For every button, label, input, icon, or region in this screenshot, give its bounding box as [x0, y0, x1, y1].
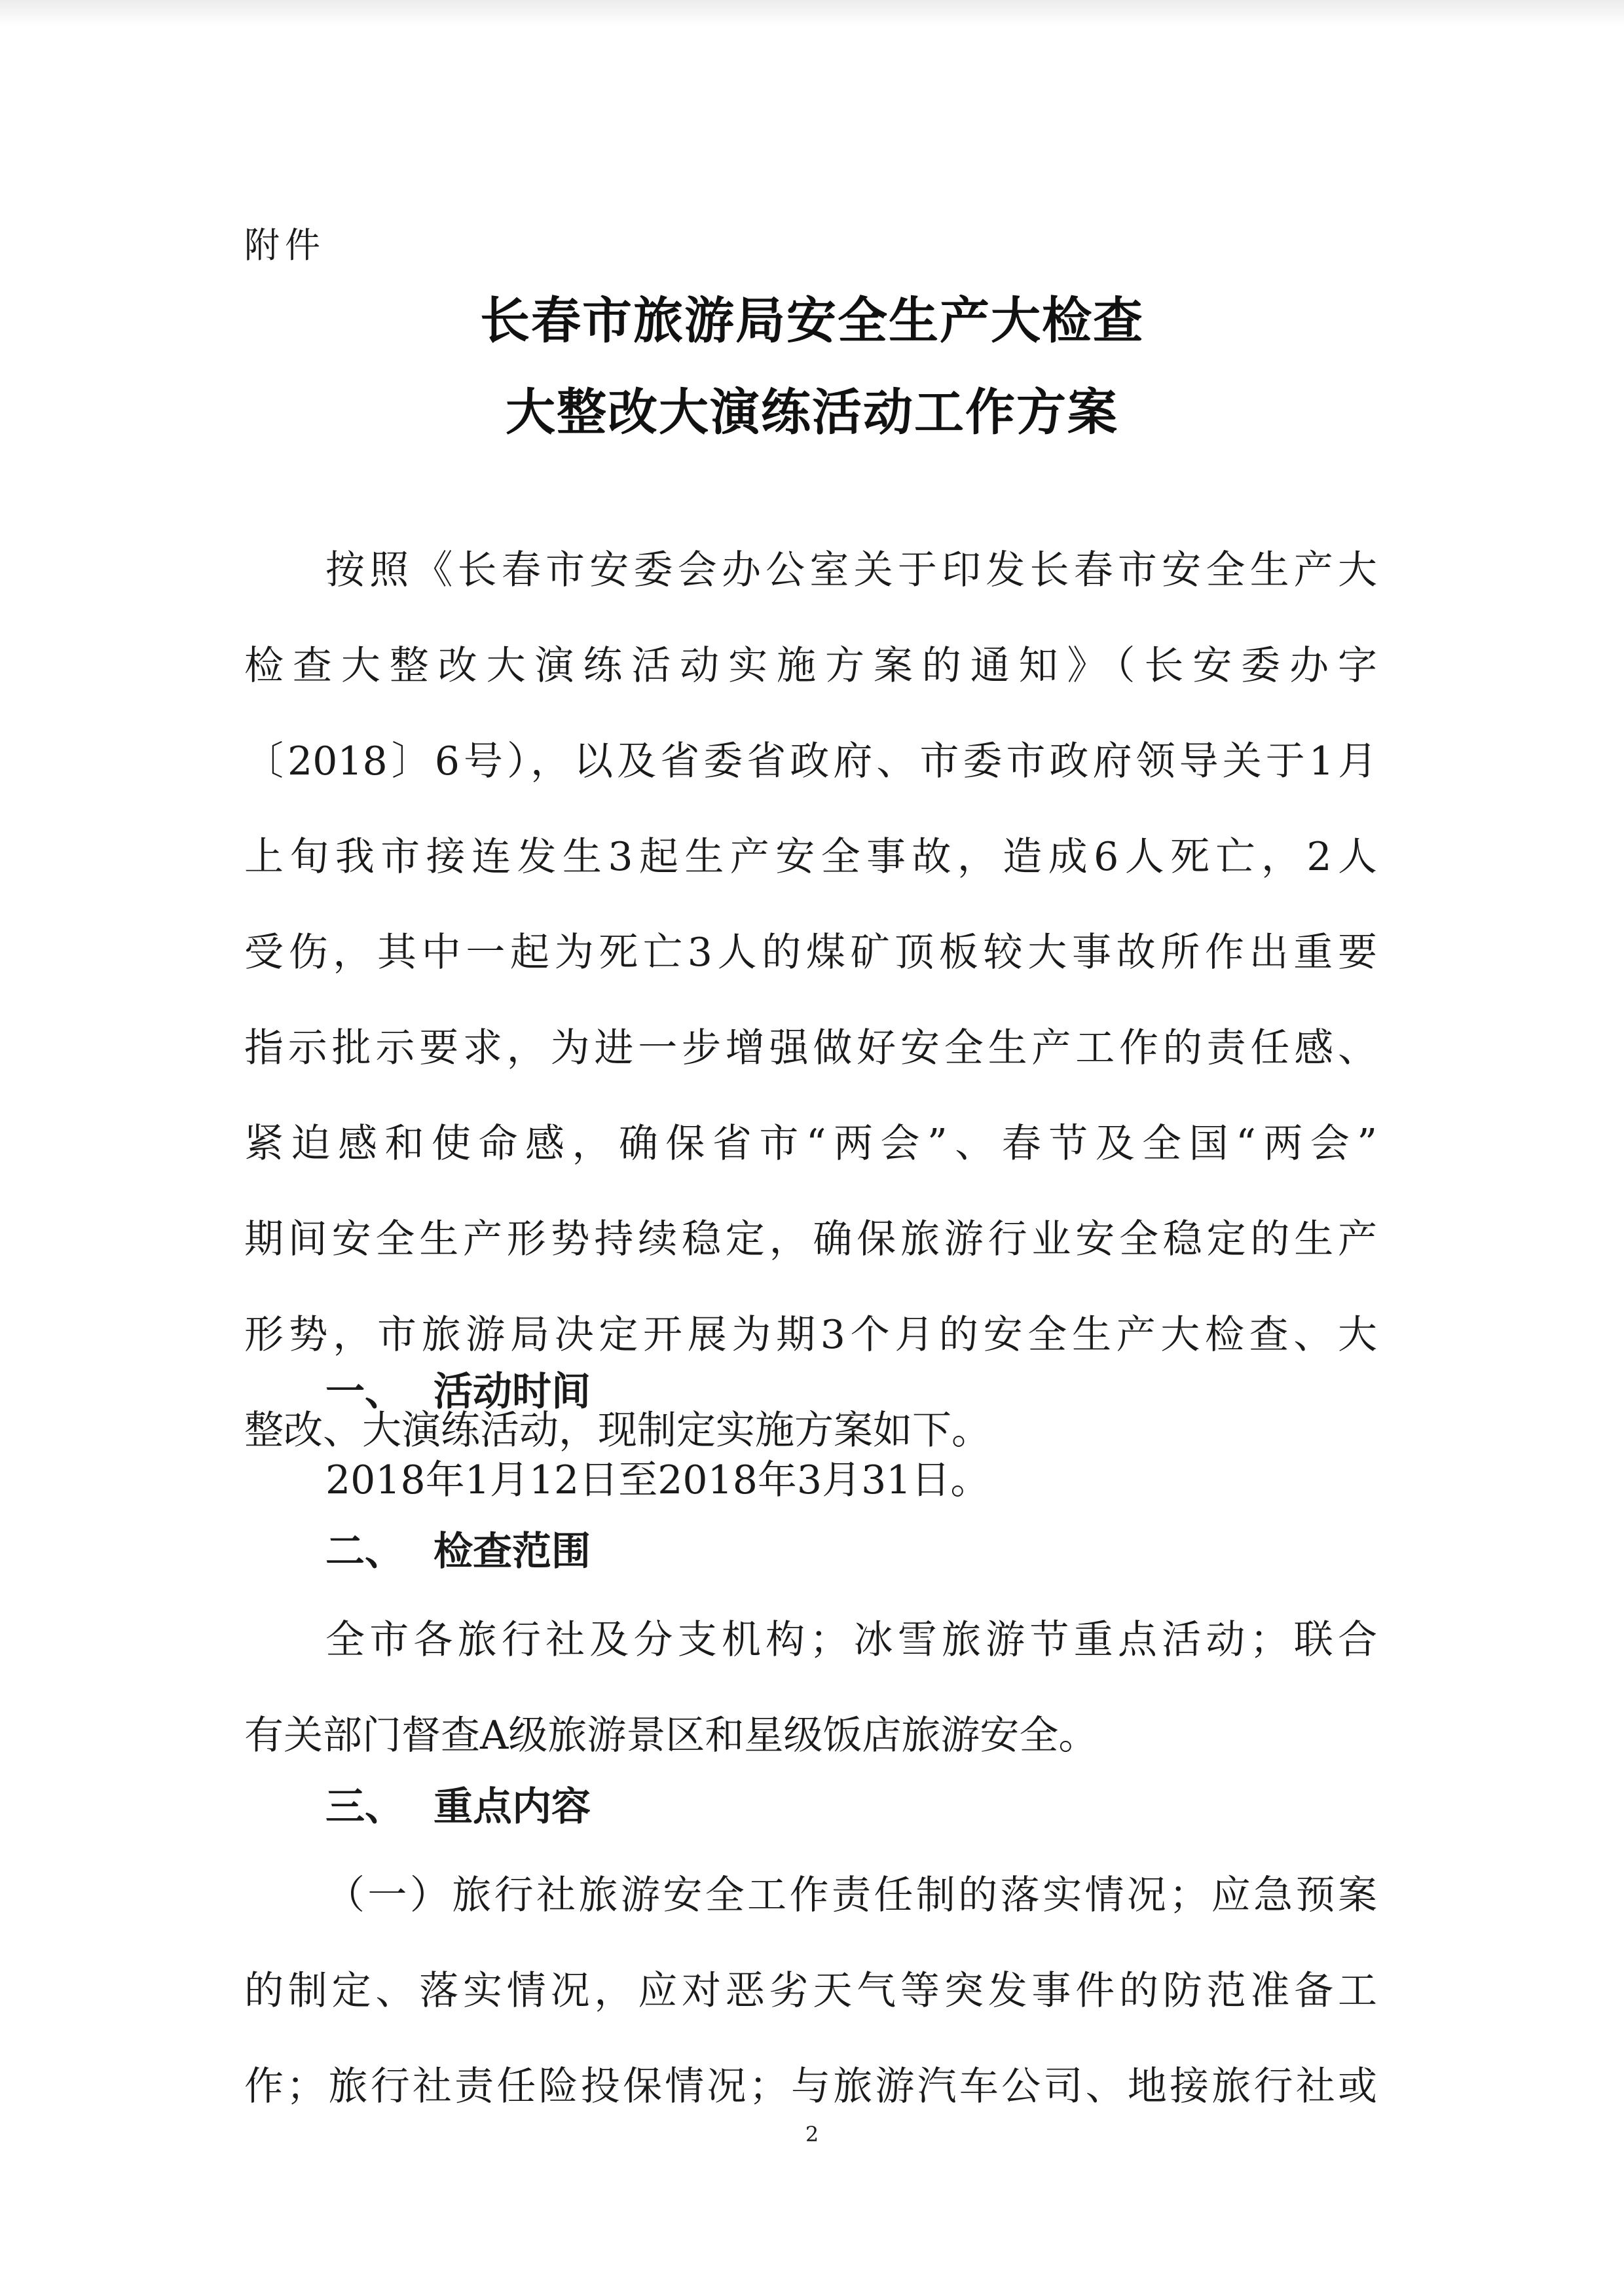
paragraph-line: 受伤，其中一起为死亡3人的煤矿顶板较大事故所作出重要: [244, 930, 1377, 975]
document-title-line-1: 长春市旅游局安全生产大检查: [480, 291, 1144, 350]
paragraph-line: 期间安全生产形势持续稳定，确保旅游行业安全稳定的生产: [244, 1216, 1377, 1262]
scan-edge-shadow: [0, 0, 1624, 26]
section-heading-3: [325, 1774, 591, 1840]
paragraph-line: 整改、大演练活动，现制定实施方案如下。: [244, 1408, 991, 1453]
paragraph-line: 上旬我市接连发生3起生产安全事故，造成6人死亡，2人: [244, 834, 1377, 880]
section-2-body: [244, 1592, 1377, 1783]
section-number: 三、: [325, 1784, 404, 1830]
paragraph-line: 形势，市旅游局决定开展为期3个月的安全生产大检查、大: [244, 1312, 1377, 1358]
section-3-body: [244, 1848, 1377, 2134]
section-heading-2: [325, 1519, 591, 1584]
paragraph-line: 指示批示要求，为进一步增强做好安全生产工作的责任感、: [244, 1025, 1377, 1071]
section-number: 二、: [325, 1529, 404, 1575]
paragraph-line: 紧迫感和使命感，确保省市“两会”、春节及全国“两会”: [244, 1121, 1377, 1167]
paragraph-line: 按照《长春市安委会办公室关于印发长春市安全生产大: [325, 547, 1377, 593]
paragraph-line: 检查大整改大演练活动实施方案的通知》（长安委办字: [244, 643, 1377, 689]
document-title-line-2: 大整改大演练活动工作方案: [506, 383, 1118, 441]
paragraph-line: 〔2018〕6号），以及省委省政府、市委市政府领导关于1月: [244, 738, 1377, 784]
paragraph-line: （一）旅行社旅游安全工作责任制的落实情况；应急预案: [325, 1872, 1377, 1918]
section-1-body: [244, 1432, 1377, 1528]
page-number: 2: [805, 2122, 819, 2147]
paragraph-line: 有关部门督查A级旅游景区和星级饭店旅游安全。: [244, 1713, 1098, 1758]
section-title: 活动时间: [434, 1369, 591, 1415]
paragraph-line: 全市各旅行社及分支机构；冰雪旅游节重点活动；联合: [325, 1617, 1377, 1663]
section-title: 重点内容: [434, 1784, 591, 1830]
paragraph-line: 作；旅行社责任险投保情况；与旅游汽车公司、地接旅行社或: [244, 2064, 1377, 2109]
section-number: 一、: [325, 1369, 404, 1415]
paragraph-line: 2018年1月12日至2018年3月31日。: [325, 1457, 990, 1503]
intro-paragraph: [244, 522, 1377, 1478]
attachment-label: 附件: [244, 225, 325, 266]
paragraph-line: 的制定、落实情况，应对恶劣天气等突发事件的防范准备工: [244, 1968, 1377, 2014]
section-title: 检查范围: [434, 1529, 591, 1575]
section-heading-1: [325, 1359, 591, 1425]
